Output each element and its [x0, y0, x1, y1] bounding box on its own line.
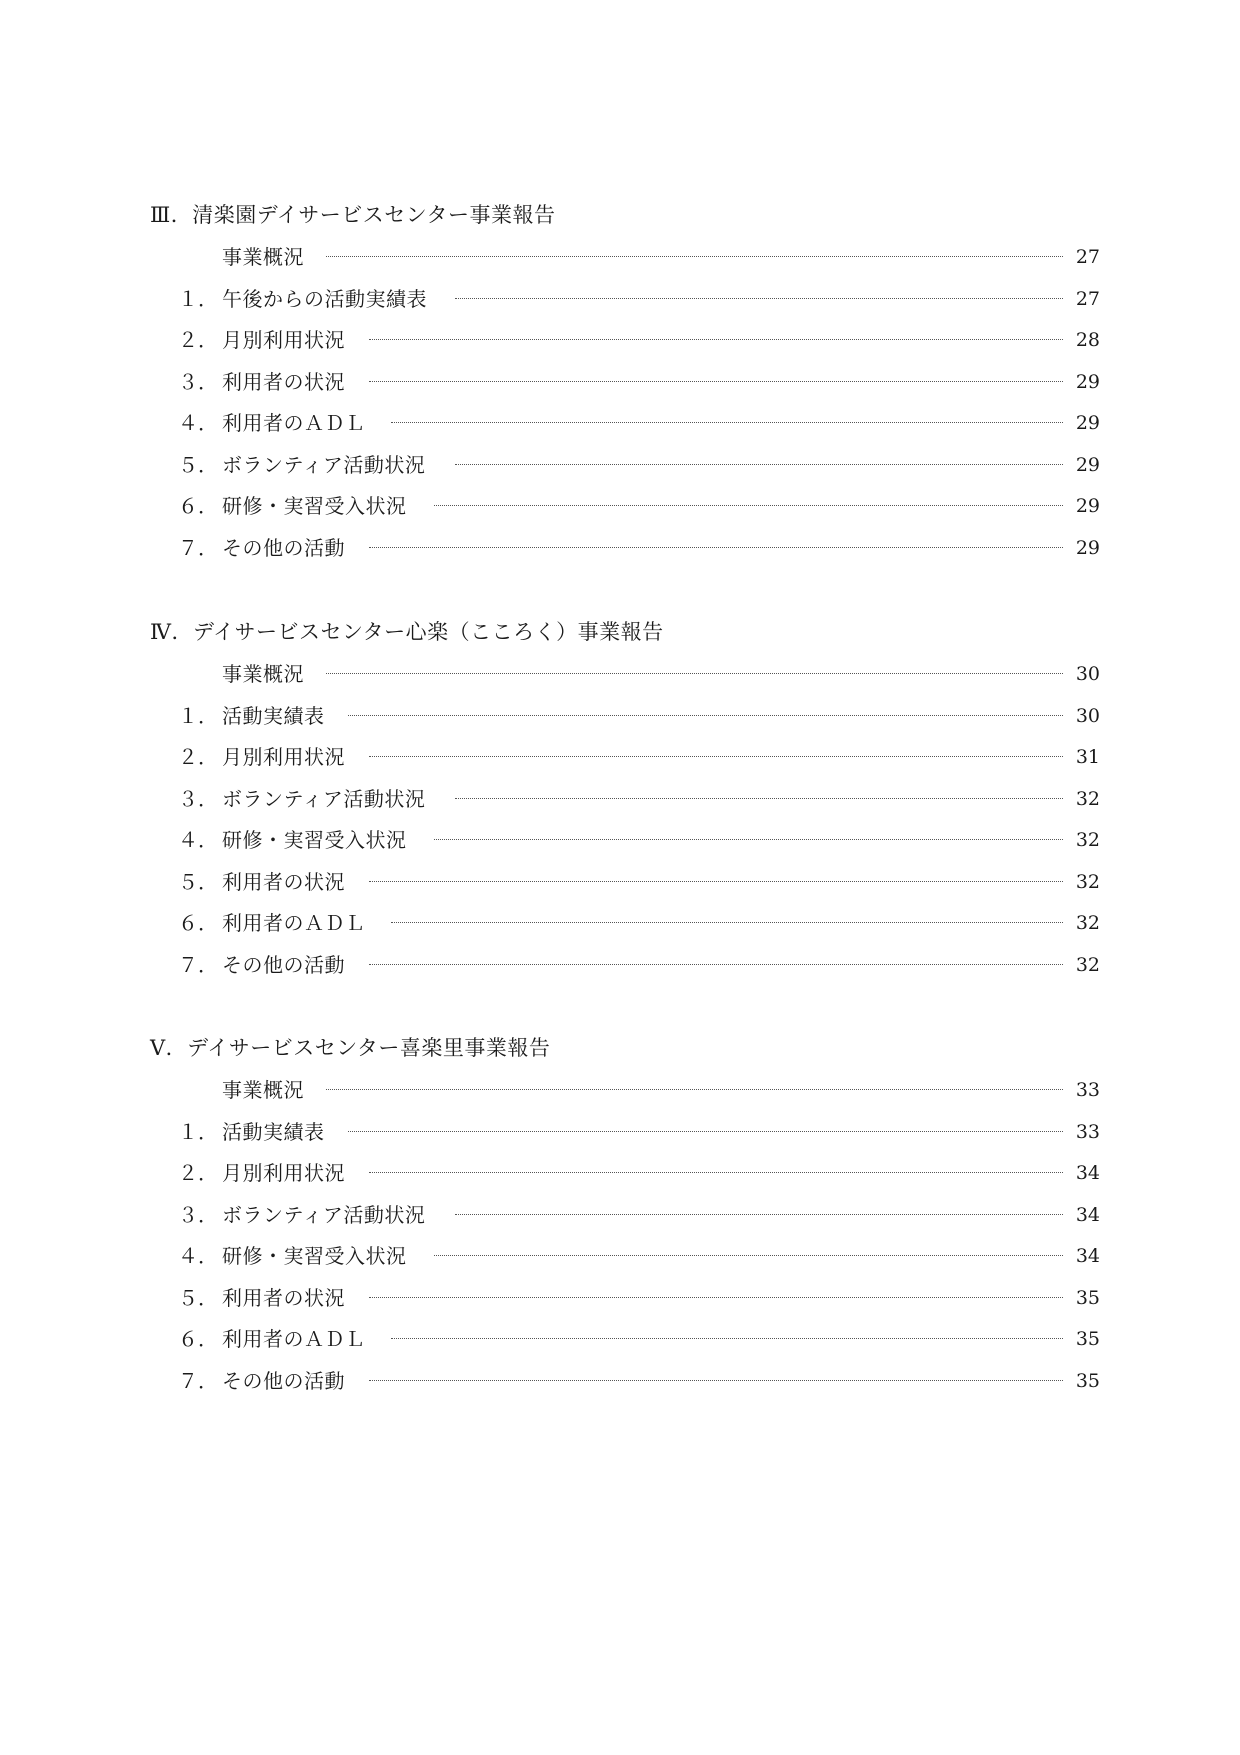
entry-label: 利用者のＡＤＬ	[222, 911, 366, 935]
page-number: 27	[1075, 246, 1100, 268]
entry-label: 事業概況	[222, 1078, 304, 1102]
entry-label: 利用者のＡＤＬ	[222, 411, 366, 435]
toc-entry	[0, 367, 1240, 397]
entry-label: その他の活動	[222, 535, 345, 560]
page-number: 27	[1075, 287, 1100, 310]
toc-entry	[0, 408, 1240, 438]
page-number: 34	[1075, 1203, 1100, 1226]
page-number: 30	[1075, 704, 1100, 727]
entry-number: ７．	[178, 1368, 218, 1393]
page-number: 33	[1075, 1120, 1100, 1143]
section-heading: Ⅴ．デイサービスセンター喜楽里事業報告	[150, 1036, 551, 1060]
dot-leader	[326, 1089, 1063, 1090]
entry-label: 利用者の状況	[222, 369, 345, 394]
dot-leader	[326, 256, 1063, 257]
entry-number: ５．	[178, 452, 218, 477]
page-number: 29	[1075, 495, 1100, 517]
entry-label: 月別利用状況	[222, 328, 345, 352]
page-number: 32	[1075, 912, 1100, 934]
page-number: 35	[1075, 1286, 1100, 1309]
entry-number: １．	[178, 286, 218, 311]
page-number: 32	[1075, 787, 1100, 810]
toc-entry	[0, 1324, 1240, 1354]
entry-number: ５．	[178, 869, 218, 894]
entry-number: ７．	[178, 535, 218, 560]
entry-label: 月別利用状況	[222, 1161, 345, 1185]
entry-number: ６．	[178, 494, 218, 518]
toc-entry	[0, 950, 1240, 980]
entry-label: ボランティア活動状況	[222, 452, 426, 477]
toc-entry	[0, 1241, 1240, 1271]
entry-number: ４．	[178, 1244, 218, 1268]
dot-leader	[369, 964, 1063, 965]
dot-leader	[455, 1214, 1063, 1215]
dot-leader	[326, 673, 1063, 674]
page-number: 35	[1075, 1369, 1100, 1392]
toc-entry	[0, 1117, 1240, 1147]
entry-label: 活動実績表	[222, 703, 325, 728]
toc-entry	[0, 1366, 1240, 1396]
dot-leader	[391, 1338, 1064, 1339]
entry-label: 研修・実習受入状況	[222, 1244, 407, 1268]
toc-entry	[0, 533, 1240, 563]
toc-entry	[0, 1158, 1240, 1188]
entry-number: １．	[178, 1119, 218, 1144]
section-heading: Ⅳ．デイサービスセンター心楽（こころく）事業報告	[150, 620, 664, 644]
dot-leader	[369, 547, 1063, 548]
entry-number: ２．	[178, 745, 218, 769]
page-number: 28	[1075, 329, 1100, 351]
page-number: 32	[1075, 870, 1100, 893]
entry-label: ボランティア活動状況	[222, 1202, 426, 1227]
toc-entry	[0, 867, 1240, 897]
entry-label: その他の活動	[222, 1368, 345, 1393]
toc-entry	[0, 450, 1240, 480]
toc-entry	[0, 825, 1240, 855]
page-number: 29	[1075, 412, 1100, 434]
entry-label: 研修・実習受入状況	[222, 828, 407, 852]
page-number: 29	[1075, 370, 1100, 393]
dot-leader	[391, 922, 1064, 923]
toc-entry	[0, 701, 1240, 731]
page-number: 35	[1075, 1328, 1100, 1350]
dot-leader	[348, 1131, 1064, 1132]
dot-leader	[391, 422, 1064, 423]
page-number: 34	[1075, 1245, 1100, 1267]
entry-number: ３．	[178, 1202, 218, 1227]
entry-number: ２．	[178, 328, 218, 352]
page-number: 32	[1075, 953, 1100, 976]
page-number: 31	[1075, 746, 1100, 768]
entry-number: ６．	[178, 911, 218, 935]
toc-entry	[0, 284, 1240, 314]
entry-label: 利用者のＡＤＬ	[222, 1327, 366, 1351]
entry-label: 研修・実習受入状況	[222, 494, 407, 518]
dot-leader	[455, 298, 1063, 299]
toc-entry	[0, 784, 1240, 814]
entry-number: ３．	[178, 369, 218, 394]
dot-leader	[369, 1172, 1063, 1173]
page-number: 30	[1075, 663, 1100, 685]
page-number: 34	[1075, 1162, 1100, 1184]
dot-leader	[369, 1380, 1063, 1381]
toc-entry	[0, 491, 1240, 521]
entry-number: ２．	[178, 1161, 218, 1185]
entry-label: 利用者の状況	[222, 869, 345, 894]
dot-leader	[434, 505, 1064, 506]
entry-label: 利用者の状況	[222, 1285, 345, 1310]
section-heading: Ⅲ．清楽園デイサービスセンター事業報告	[150, 203, 556, 227]
entry-label: 事業概況	[222, 245, 304, 269]
dot-leader	[369, 339, 1063, 340]
page-number: 29	[1075, 536, 1100, 559]
entry-label: 月別利用状況	[222, 745, 345, 769]
dot-leader	[369, 881, 1063, 882]
entry-number: ５．	[178, 1285, 218, 1310]
entry-label: 事業概況	[222, 662, 304, 686]
dot-leader	[348, 715, 1064, 716]
dot-leader	[434, 839, 1064, 840]
entry-label: 活動実績表	[222, 1119, 325, 1144]
toc-entry	[0, 908, 1240, 938]
entry-label: 午後からの活動実績表	[222, 286, 427, 311]
entry-number: ６．	[178, 1327, 218, 1351]
entry-number: ３．	[178, 786, 218, 811]
toc-entry	[0, 1075, 1240, 1105]
entry-number: ４．	[178, 828, 218, 852]
toc-entry	[0, 742, 1240, 772]
entry-number: ４．	[178, 411, 218, 435]
entry-label: ボランティア活動状況	[222, 786, 426, 811]
dot-leader	[455, 464, 1063, 465]
toc-entry	[0, 659, 1240, 689]
dot-leader	[369, 1297, 1063, 1298]
toc-entry	[0, 242, 1240, 272]
entry-number: １．	[178, 703, 218, 728]
page-number: 33	[1075, 1079, 1100, 1101]
entry-number: ７．	[178, 952, 218, 977]
page-number: 29	[1075, 453, 1100, 476]
toc-entry	[0, 1283, 1240, 1313]
toc-entry	[0, 325, 1240, 355]
entry-label: その他の活動	[222, 952, 345, 977]
dot-leader	[434, 1255, 1064, 1256]
dot-leader	[455, 798, 1063, 799]
toc-entry	[0, 1200, 1240, 1230]
dot-leader	[369, 381, 1063, 382]
page-number: 32	[1075, 829, 1100, 851]
dot-leader	[369, 756, 1063, 757]
